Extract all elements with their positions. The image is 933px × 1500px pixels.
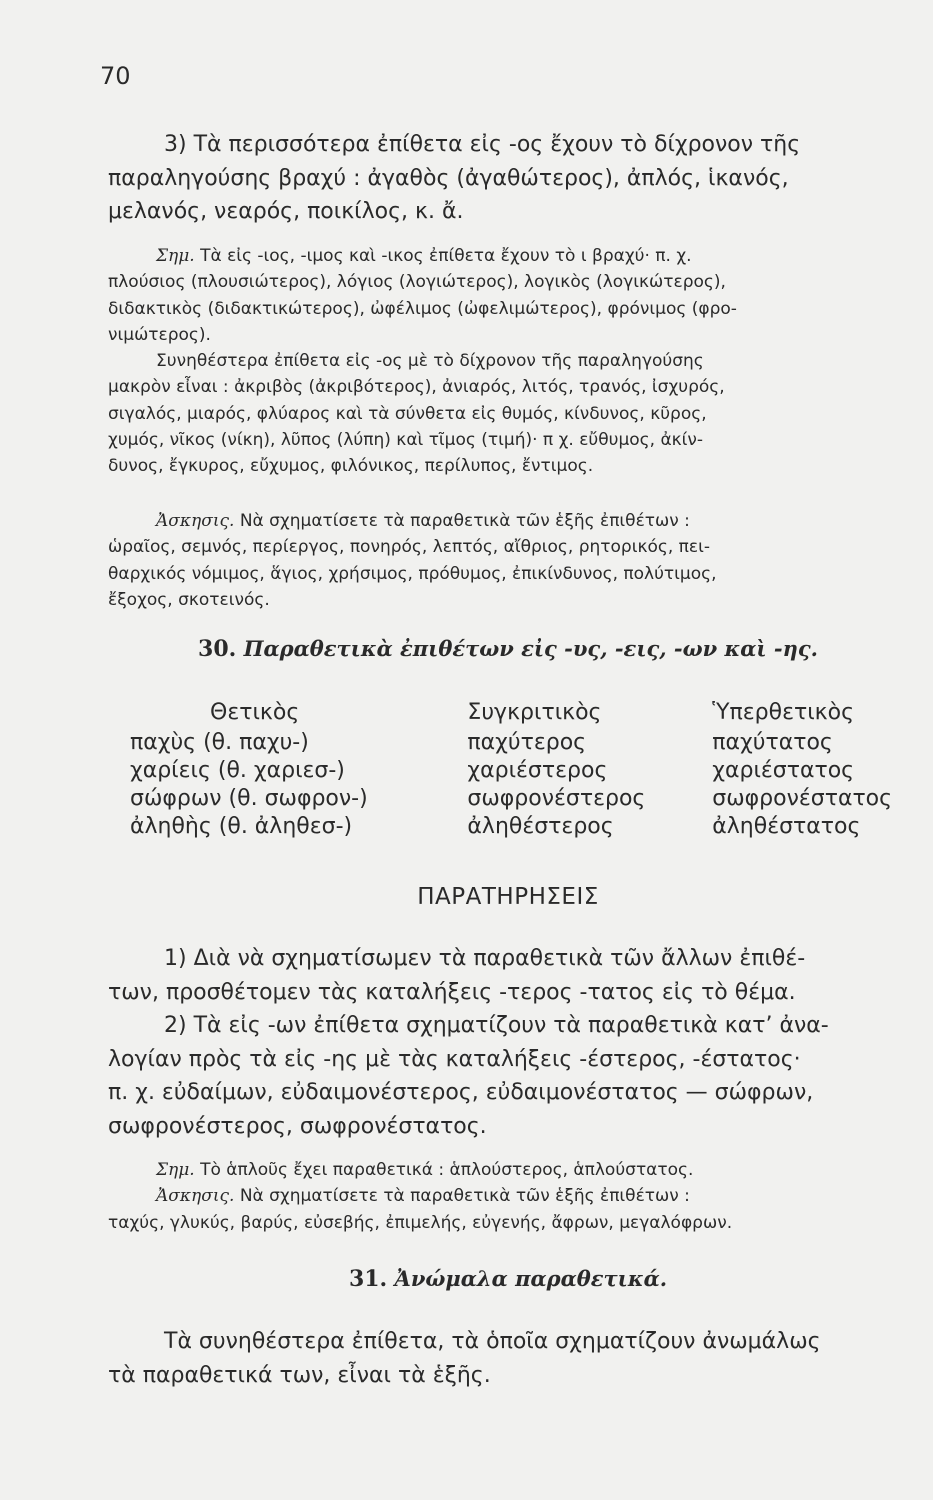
note-text: Τὰ εἰς -ιος, -ιμος καὶ -ικος ἐπίθετα ἔχουν τὸ ι βραχύ· π. χ. (200, 246, 692, 266)
table-row (130, 756, 933, 784)
note-paragraph (108, 243, 908, 480)
table-row (130, 728, 933, 756)
text-line: δυνος, ἔγκυρος, εὔχυμος, φιλόνικος, περίλυπος, ἔντιμος. (108, 456, 594, 477)
exercise-paragraph (108, 508, 908, 613)
final-paragraph (108, 1325, 908, 1392)
text-line (108, 243, 908, 269)
table-cell: σώφρων (θ. σωφρον-) (130, 785, 368, 811)
table-cell: παχὺς (θ. παχυ-) (130, 729, 309, 755)
observation-2 (108, 1009, 908, 1143)
text-line: Τὰ συνηθέστερα ἐπίθετα, τὰ ὁποῖα σχηματίζουν ἀνωμάλως (164, 1329, 821, 1354)
section-heading (108, 636, 908, 662)
table-cell: σωφρονέστερος (467, 785, 646, 811)
text-line: λογίαν πρὸς τὰ εἰς -ης μὲ τὰς καταλήξεις -έστερος, -έστατος· (108, 1046, 801, 1072)
text-line: σιγαλός, μιαρός, φλύαρος καὶ τὰ σύνθετα εἰς θυμός, κίνδυνος, κῦρος, (108, 403, 707, 424)
text-line: 1) Διὰ νὰ σχηματίσωμεν τὰ παραθετικὰ τῶν ἄλλων ἐπιθέ- (164, 946, 806, 971)
table-row (130, 812, 933, 840)
table-cell: χαρίεις (θ. χαριεσ-) (130, 757, 345, 783)
note-label: Σημ. (156, 1160, 195, 1180)
column-header: Συγκριτικὸς (467, 700, 602, 725)
rule-3-paragraph (108, 128, 908, 229)
text-line: μακρὸν εἶναι : ἀκριβὸς (ἀκριβότερος), ἀνιαρός, λιτός, τρανός, ἰσχυρός, (108, 377, 725, 398)
text-line: διδακτικὸς (διδακτικώτερος), ὠφέλιμος (ὠφελιμώτερος), φρόνιμος (φρο- (108, 298, 737, 319)
text-line: νιμώτερος). (108, 324, 211, 345)
section-heading (108, 1266, 908, 1292)
exercise-text: Νὰ σχηματίσετε τὰ παραθετικὰ τῶν ἑξῆς ἐπιθέτων : (239, 1186, 690, 1207)
note-text: Τὸ ἁπλοῦς ἔχει παραθετικά : ἁπλούστερος, ἁπλούστατος. (200, 1160, 694, 1180)
text-line: πλούσιος (πλουσιώτερος), λόγιος (λογιώτερος), λογικὸς (λογικώτερος), (108, 272, 726, 293)
note-paragraph (108, 1157, 908, 1236)
text-line: 2) Τὰ εἰς -ων ἐπίθετα σχηματίζουν τὰ παραθετικὰ κατ’ ἀνα- (164, 1013, 829, 1038)
section-title: Παραθετικὰ ἐπιθέτων εἰς -υς, -εις, -ων καὶ -ης. (243, 636, 818, 661)
table-cell: χαριέστερος (467, 757, 608, 783)
exercise-text: Νὰ σχηματίσετε τὰ παραθετικὰ τῶν ἑξῆς ἐπιθέτων : (239, 511, 690, 531)
section-number: 31. (348, 1266, 388, 1292)
note-label: Σημ. (156, 246, 195, 266)
section-number: 30. (198, 636, 237, 662)
exercise-label: Ἀσκησις. (156, 511, 235, 531)
table-cell: ἀληθέστατος (712, 813, 861, 839)
text-line: Συνηθέστερα ἐπίθετα εἰς -ος μὲ τὸ δίχρονον τῆς παραληγούσης (156, 351, 704, 372)
text-line (108, 1157, 908, 1183)
text-line: π. χ. εὐδαίμων, εὐδαιμονέστερος, εὐδαιμονέστατος — σώφρων, (108, 1080, 814, 1105)
table-cell: παχύτερος (467, 729, 587, 755)
observations-title: ΠΑΡΑΤΗΡΗΣΕΙΣ (417, 884, 599, 910)
text-line: θαρχικός νόμιμος, ἅγιος, χρήσιμος, πρόθυμος, ἐπικίνδυνος, πολύτιμος, (108, 563, 717, 584)
table-row (130, 784, 933, 812)
table-cell: ἀληθὴς (θ. ἀληθεσ-) (130, 813, 353, 839)
text-line: 3) Τὰ περισσότερα ἐπίθετα εἰς -ος ἔχουν τὸ δίχρονον τῆς (164, 132, 801, 157)
page-number: 70 (100, 62, 131, 90)
table-cell: σωφρονέστατος (712, 785, 893, 811)
text-line: χυμός, νῖκος (νίκη), λῦπος (λύπη) καὶ τῖμος (τιμή)· π χ. εὔθυμος, ἀκίν- (108, 430, 704, 451)
observation-1 (108, 942, 908, 1009)
comparison-table (130, 700, 933, 840)
text-line: ὡραῖος, σεμνός, περίεργος, πονηρός, λεπτός, αἴθριος, ρητορικός, πει- (108, 537, 710, 558)
column-header: Ὑπερθετικὸς (712, 700, 854, 725)
text-line: τὰ παραθετικά των, εἶναι τὰ ἑξῆς. (108, 1362, 491, 1388)
text-line: των, προσθέτομεν τὰς καταλήξεις -τερος -τατος εἰς τὸ θέμα. (108, 979, 796, 1005)
text-line: μελανός, νεαρός, ποικίλος, κ. ἄ. (108, 199, 464, 224)
column-header: Θετικὸς (210, 700, 300, 725)
table-cell: χαριέστατος (712, 757, 855, 783)
exercise-label: Ἀσκησις. (156, 1186, 235, 1207)
text-line: ἔξοχος, σκοτεινός. (108, 589, 270, 610)
section-title: Ἀνώμαλα παραθετικά. (394, 1266, 668, 1291)
text-line: παραληγούσης βραχύ : ἀγαθὸς (ἀγαθώτερος), ἀπλός, ἱκανός, (108, 165, 789, 191)
table-cell: ἀληθέστερος (467, 813, 614, 839)
table-header-row (130, 700, 933, 728)
text-line (108, 508, 908, 534)
table-cell: παχύτατος (712, 729, 833, 755)
text-line: σωφρονέστερος, σωφρονέστατος. (108, 1113, 487, 1139)
text-line: ταχύς, γλυκύς, βαρύς, εὐσεβής, ἐπιμελής, εὐγενής, ἄφρων, μεγαλόφρων. (108, 1212, 733, 1233)
text-line (108, 1183, 908, 1209)
